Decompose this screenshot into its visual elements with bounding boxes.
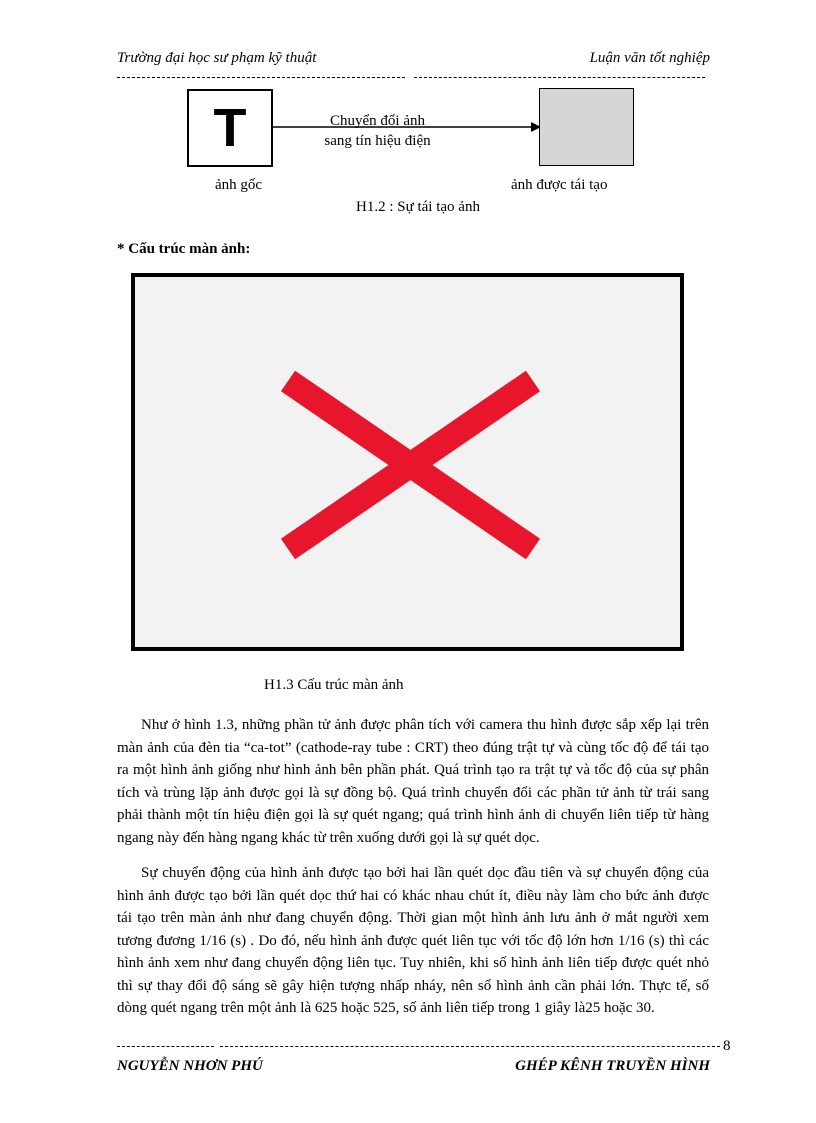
section-title: * Cấu trúc màn ảnh: xyxy=(117,241,251,257)
screen-structure-figure xyxy=(131,273,684,651)
figure-caption-1-2: H1.2 : Sự tái tạo ảnh xyxy=(356,199,480,215)
reconstructed-image-box xyxy=(539,88,634,166)
footer-divider-left xyxy=(117,1046,214,1047)
footer-divider-right xyxy=(220,1046,720,1047)
header-thesis-label: Luận văn tốt nghiệp xyxy=(589,50,710,66)
original-image-label: ảnh gốc xyxy=(215,177,263,193)
page-number: 8 xyxy=(723,1038,731,1054)
header-divider-left xyxy=(117,77,405,78)
arrow-label-line1: Chuyển đổi ảnh xyxy=(330,113,425,129)
reconstructed-image-label: ảnh được tái tạo xyxy=(511,177,608,193)
header-school-name: Trường đại học sư phạm kỹ thuật xyxy=(117,50,317,66)
figure-caption-1-3: H1.3 Cấu trúc màn ảnh xyxy=(264,677,404,693)
red-cross-icon xyxy=(135,277,680,647)
arrow-label-line2: sang tín hiệu điện xyxy=(324,133,431,149)
header-divider-right xyxy=(414,77,705,78)
original-image-box: T xyxy=(187,89,273,167)
paragraph-2: Sự chuyển động của hình ảnh được tạo bởi hai lần quét dọc đầu tiên và sự chuyển động của hình ảnh được tạo bởi lần quét dọc thứ hai có khác nhau chút ít, điều này làm cho bức ảnh được tái tạo trên màn ảnh như đang chuyển động. Thời gian một hình ảnh lưu ảnh ở mắt người xem tương đương 1/16 (s) . Do đó, nếu hình ảnh được quét liên tục với tốc độ lớn hơn 1/16 (s) thì các hình ảnh xem như đang chuyển động liên tục. Tuy nhiên, khi số hình ảnh liên tiếp được quét nhỏ thì sự thay đổi độ sáng sẽ gây hiện tượng nhấp nháy, nên số hình ảnh cần phải lớn. Thực tế, số dòng quét ngang trên một ảnh là 625 hoặc 525, số ảnh liên tiếp trong 1 giây là25 hoặc 30. xyxy=(117,865,709,1016)
paragraph-1: Như ở hình 1.3, những phần tử ảnh được phân tích với camera thu hình được sắp xếp lại trên màn ảnh của đèn tia “ca-tot” (cathode-ray tube : CRT) theo đúng trật tự và cùng tốc độ để tái tạo ra một hình ảnh giống như hình ảnh bên phần phát. Quá trình tạo ra trật tự và tốc độ của sự phân tích và trùng lặp ảnh được gọi là sự đồng bộ. Quá trình chuyển đổi các phần tử ảnh từ trái sang phải thành một tín hiệu điện gọi là sự quét ngang; quá trình hình ảnh di chuyển liên tiếp từ hàng ngang này đến hàng ngang khác từ trên xuống dưới gọi là sự quét dọc. xyxy=(117,717,709,846)
footer-author: NGUYỄN NHƠN PHÚ xyxy=(117,1058,263,1074)
footer-topic: GHÉP KÊNH TRUYỀN HÌNH xyxy=(515,1058,710,1074)
